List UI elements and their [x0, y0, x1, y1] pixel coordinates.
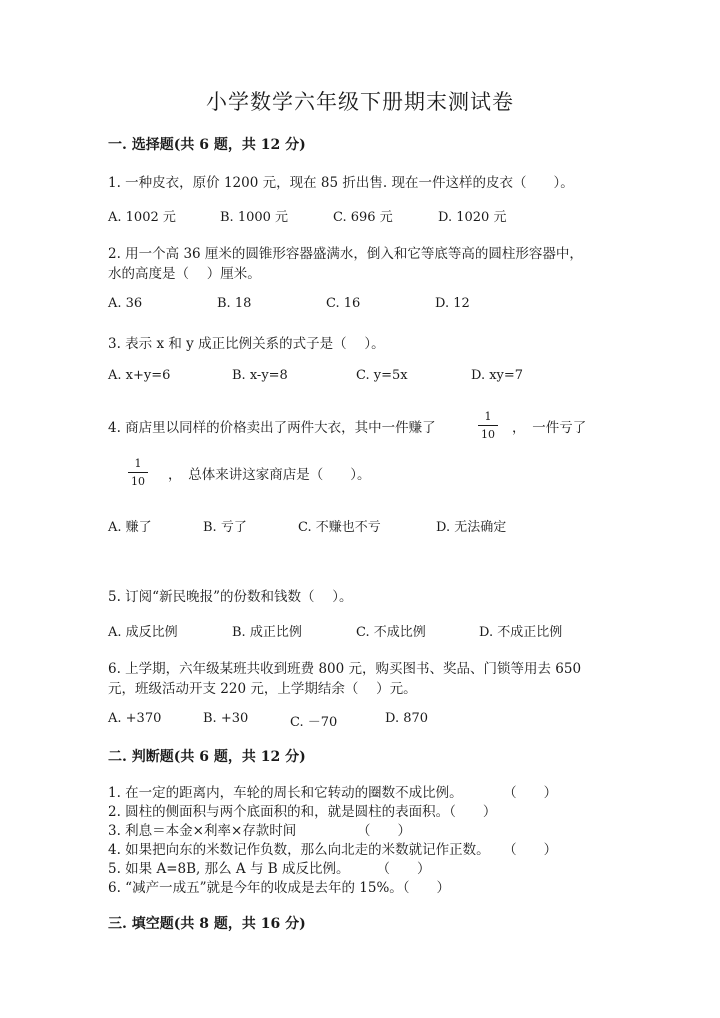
question-4-option-d: D. 无法确定: [436, 520, 507, 535]
question-1-option-a: A. 1002 元: [108, 210, 176, 225]
question-4-stem-part-1: 4. 商店里以同样的价格卖出了两件大衣，其中一件赚了: [108, 420, 436, 436]
question-4-fraction-1: [478, 410, 498, 441]
judge-item-4: 4. 如果把向东的米数记作负数，那么向北走的米数就记作正数。 （ ）: [108, 842, 558, 858]
question-4-fraction-2: [128, 457, 148, 488]
question-6-option-a: A. +370: [108, 711, 162, 726]
question-1-stem: 1. 一种皮衣，原价 1200 元，现在 85 折出售. 现在一件这样的皮衣（ ）。: [108, 175, 574, 191]
judge-item-3: 3. 利息＝本金×利率×存款时间 （ ）: [108, 823, 412, 839]
question-2-option-c: C. 16: [326, 296, 361, 311]
question-5-option-c: C. 不成比例: [356, 625, 426, 640]
section-heading-choice: 一. 选择题(共 6 题，共 12 分): [108, 137, 306, 153]
fraction-denominator: 10: [128, 472, 148, 488]
judge-item-2: 2. 圆柱的侧面积与两个底面积的和，就是圆柱的表面积。（ ）: [108, 804, 497, 820]
question-1-option-d: D. 1020 元: [438, 210, 507, 225]
question-2-option-b: B. 18: [217, 296, 252, 311]
question-2-option-a: A. 36: [108, 296, 143, 311]
question-3-option-c: C. y=5x: [356, 368, 408, 383]
question-2-stem-line-1: 2. 用一个高 36 厘米的圆锥形容器盛满水，倒入和它等底等高的圆柱形容器中，: [108, 246, 583, 262]
fraction-numerator: 1: [484, 410, 492, 423]
question-1-option-c: C. 696 元: [333, 210, 393, 225]
fraction-denominator: 10: [478, 425, 498, 441]
question-5-option-d: D. 不成正比例: [479, 625, 563, 640]
question-6-stem-line-2: 元，班级活动开支 220 元，上学期结余（ ）元。: [108, 681, 417, 697]
judge-item-6: 6. “减产一成五”就是今年的收成是去年的 15%。（ ）: [108, 880, 451, 896]
question-6-option-c: C. －70: [290, 715, 338, 730]
question-3-stem: 3. 表示 x 和 y 成正比例关系的式子是（ ）。: [108, 336, 385, 352]
fraction-numerator: 1: [134, 457, 142, 470]
section-heading-judge: 二. 判断题(共 6 题，共 12 分): [108, 749, 306, 765]
question-1-option-b: B. 1000 元: [220, 210, 289, 225]
question-6-option-b: B. +30: [203, 711, 249, 726]
judge-item-5: 5. 如果 A=8B, 那么 A 与 B 成反比例。 （ ）: [108, 861, 431, 877]
question-6-option-d: D. 870: [385, 711, 429, 726]
question-3-option-d: D. xy=7: [471, 368, 524, 383]
question-5-stem: 5. 订阅“新民晚报”的份数和钱数（ ）。: [108, 589, 353, 605]
question-5-option-a: A. 成反比例: [108, 625, 178, 640]
question-6-stem-line-1: 6. 上学期，六年级某班共收到班费 800 元，购买图书、奖品、门锁等用去 650: [108, 661, 582, 677]
question-4-stem-part-2: ， 一件亏了: [512, 420, 587, 436]
question-2-stem-line-2: 水的高度是（ ）厘米。: [108, 266, 261, 282]
question-4-option-a: A. 赚了: [108, 520, 152, 535]
page-title: 小学数学六年级下册期末测试卷: [206, 90, 514, 114]
section-heading-fill: 三. 填空题(共 8 题，共 16 分): [108, 916, 306, 932]
question-3-option-a: A. x+y=6: [108, 368, 171, 383]
judge-item-1: 1. 在一定的距离内，车轮的周长和它转动的圈数不成比例。 （ ）: [108, 785, 558, 801]
question-4-option-c: C. 不赚也不亏: [298, 520, 381, 535]
question-4-stem-part-3: ， 总体来讲这家商店是（ ）。: [168, 467, 371, 483]
question-2-option-d: D. 12: [435, 296, 470, 311]
question-4-option-b: B. 亏了: [203, 520, 247, 535]
question-5-option-b: B. 成正比例: [232, 625, 302, 640]
question-3-option-b: B. x-y=8: [232, 368, 288, 383]
